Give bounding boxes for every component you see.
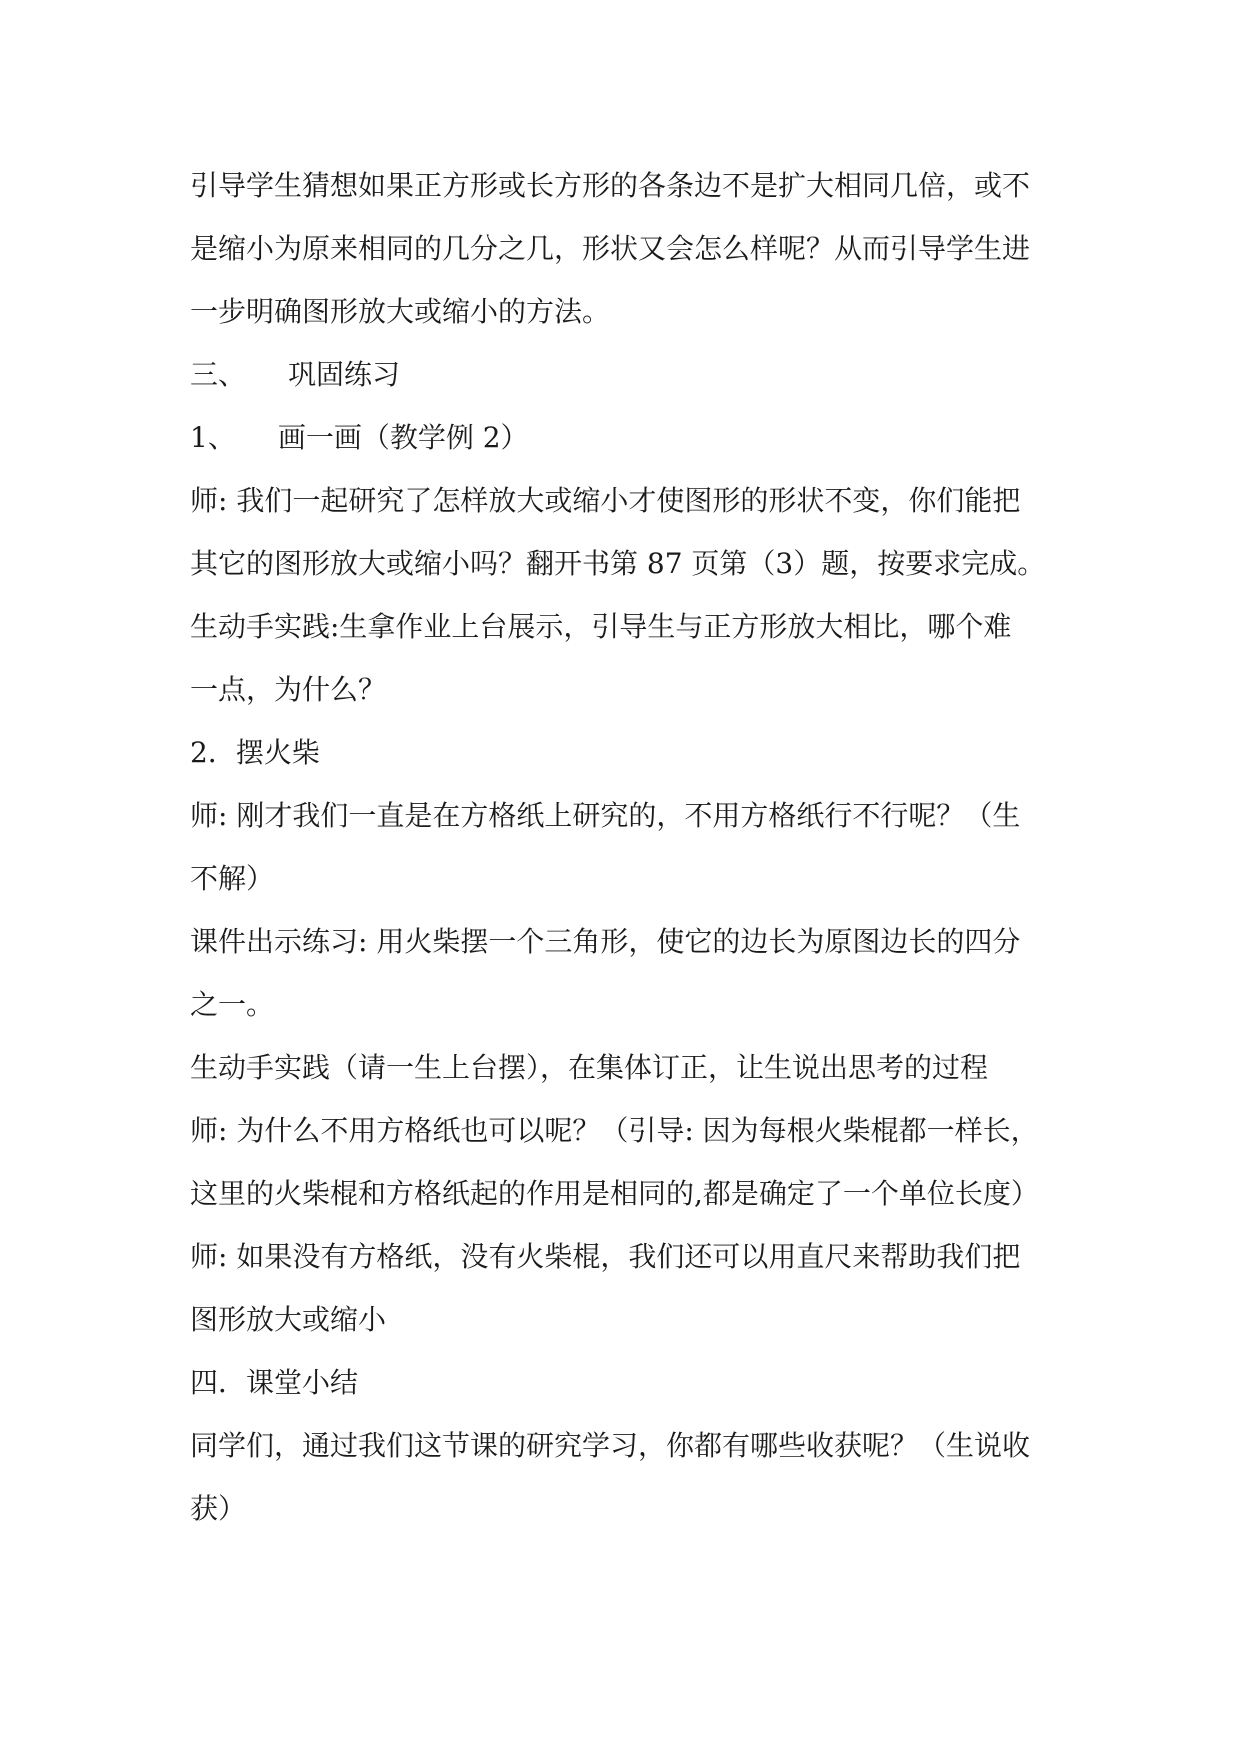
text-line: 获） <box>190 1492 247 1525</box>
text-line: 这里的火柴棍和方格纸起的作用是相同的,都是确定了一个单位长度） <box>190 1177 1039 1210</box>
text-line: 是缩小为原来相同的几分之几，形状又会怎么样呢？从而引导学生进 <box>190 232 1031 265</box>
text-line: 其它的图形放大或缩小吗？翻开书第 87 页第（3）题，按要求完成。 <box>190 547 1046 580</box>
text-line: 课件出示练习: 用火柴摆一个三角形，使它的边长为原图边长的四分 <box>190 925 1021 958</box>
text-line: 一步明确图形放大或缩小的方法。 <box>190 295 611 328</box>
text-line: 一点，为什么？ <box>190 673 387 706</box>
text-line: 同学们，通过我们这节课的研究学习，你都有哪些收获呢？（生说收 <box>190 1429 1031 1462</box>
text-line: 图形放大或缩小 <box>190 1303 387 1336</box>
text-line: 引导学生猜想如果正方形或长方形的各条边不是扩大相同几倍，或不 <box>190 169 1031 202</box>
text-line: 师: 刚才我们一直是在方格纸上研究的，不用方格纸行不行呢？（生 <box>190 799 1021 832</box>
text-line: 生动手实践:生拿作业上台展示，引导生与正方形放大相比，哪个难 <box>190 610 1012 643</box>
section-heading: 三、 巩固练习 <box>190 358 401 391</box>
text-line: 之一。 <box>190 988 275 1021</box>
text-line: 生动手实践（请一生上台摆），在集体订正，让生说出思考的过程 <box>190 1051 989 1084</box>
subsection-heading: 1、 画一画（教学例 2） <box>190 421 529 454</box>
text-line: 不解） <box>190 862 275 895</box>
text-line: 师: 我们一起研究了怎样放大或缩小才使图形的形状不变，你们能把 <box>190 484 1021 517</box>
subsection-heading: 2．摆火柴 <box>190 736 320 769</box>
section-heading: 四．课堂小结 <box>190 1366 359 1399</box>
text-line: 师: 为什么不用方格纸也可以呢？（引导: 因为每根火柴棍都一样长， <box>190 1114 1039 1147</box>
text-line: 师: 如果没有方格纸，没有火柴棍，我们还可以用直尺来帮助我们把 <box>190 1240 1021 1273</box>
